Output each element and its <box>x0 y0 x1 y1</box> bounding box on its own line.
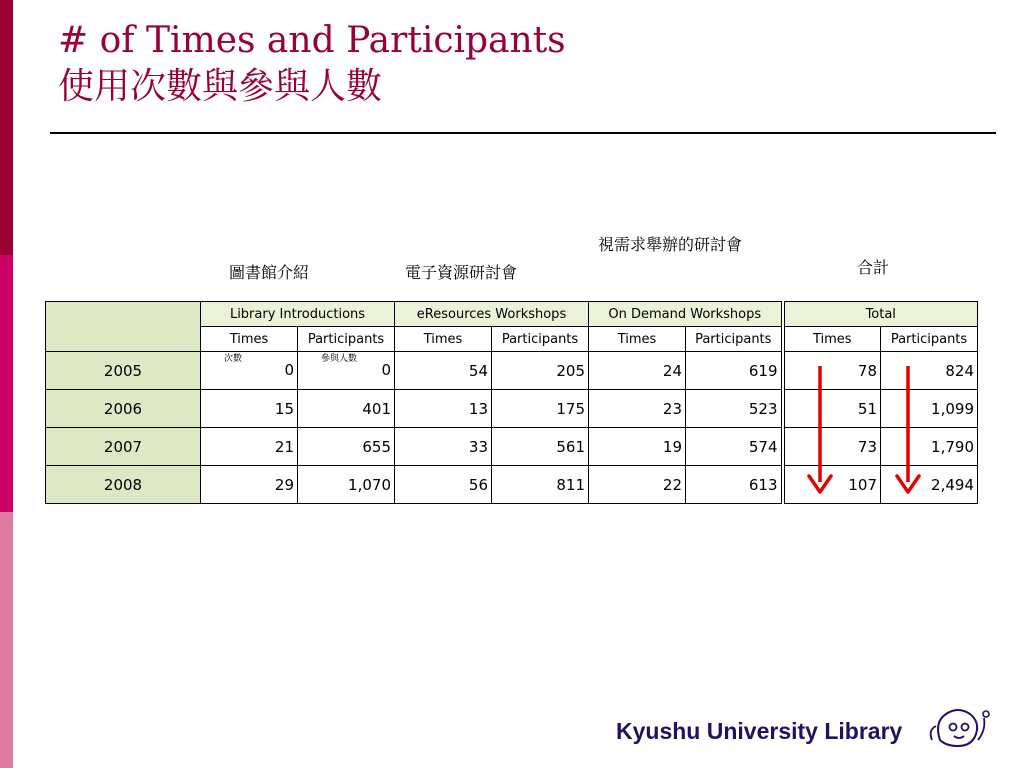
cell-value: 0 <box>284 361 294 379</box>
subheader-times: Times <box>589 327 686 352</box>
value-cell: 54 <box>395 352 492 390</box>
group-header-total: Total <box>783 302 978 327</box>
year-cell: 2006 <box>46 390 201 428</box>
value-cell: 13 <box>395 390 492 428</box>
year-cell: 2008 <box>46 466 201 504</box>
note-participants: 參與人數 <box>321 354 358 364</box>
value-cell: 1,099 <box>881 390 978 428</box>
value-cell: 78 <box>783 352 881 390</box>
value-cell: 175 <box>492 390 589 428</box>
value-cell: 23 <box>589 390 686 428</box>
subheader-participants: Participants <box>686 327 783 352</box>
value-cell: 205 <box>492 352 589 390</box>
note-times: 次數 <box>224 354 243 364</box>
subheader-times: Times <box>783 327 881 352</box>
cell-value: 0 <box>381 361 391 379</box>
year-cell: 2007 <box>46 428 201 466</box>
subheader-times: Times <box>395 327 492 352</box>
value-cell: 33 <box>395 428 492 466</box>
group-label-on-demand-zh: 視需求舉辦的研討會 <box>598 235 743 254</box>
subheader-participants: Participants <box>298 327 395 352</box>
group-header-eresources-workshops: eResources Workshops <box>395 302 589 327</box>
title-chinese: 使用次數與參與人數 <box>58 66 383 107</box>
value-cell: 619 <box>686 352 783 390</box>
value-cell: 523 <box>686 390 783 428</box>
arrow-down-icon <box>809 366 831 492</box>
footer-library-name: Kyushu University Library <box>616 718 903 744</box>
value-cell: 56 <box>395 466 492 504</box>
value-cell: 21 <box>201 428 298 466</box>
value-cell: 1,790 <box>881 428 978 466</box>
subheader-participants: Participants <box>492 327 589 352</box>
value-cell: 51 <box>783 390 881 428</box>
group-label-total-zh: 合計 <box>857 258 890 277</box>
group-header-on-demand-workshops: On Demand Workshops <box>589 302 783 327</box>
value-cell: 2,494 <box>881 466 978 504</box>
value-cell: 561 <box>492 428 589 466</box>
value-cell: 22 <box>589 466 686 504</box>
group-label-eresources-zh: 電子資源研討會 <box>405 263 518 282</box>
arrow-down-icon <box>897 366 919 492</box>
value-cell: 811 <box>492 466 589 504</box>
value-cell: 73 <box>783 428 881 466</box>
year-cell: 2005 <box>46 352 201 390</box>
value-cell: 107 <box>783 466 881 504</box>
value-cell: 401 <box>298 390 395 428</box>
value-cell: 15 <box>201 390 298 428</box>
subheader-participants: Participants <box>881 327 978 352</box>
group-header-library-introductions: Library Introductions <box>201 302 395 327</box>
value-cell: 24 <box>589 352 686 390</box>
group-label-library-introductions-zh: 圖書館介紹 <box>229 263 310 282</box>
title-english: # of Times and Participants <box>58 20 566 61</box>
value-cell: 29 <box>201 466 298 504</box>
library-mascot-logo-icon <box>926 700 998 752</box>
subheader-times: Times <box>201 327 298 352</box>
value-cell: 1,070 <box>298 466 395 504</box>
value-cell: 824 <box>881 352 978 390</box>
value-cell: 613 <box>686 466 783 504</box>
value-cell: 574 <box>686 428 783 466</box>
value-cell: 19 <box>589 428 686 466</box>
value-cell: 655 <box>298 428 395 466</box>
